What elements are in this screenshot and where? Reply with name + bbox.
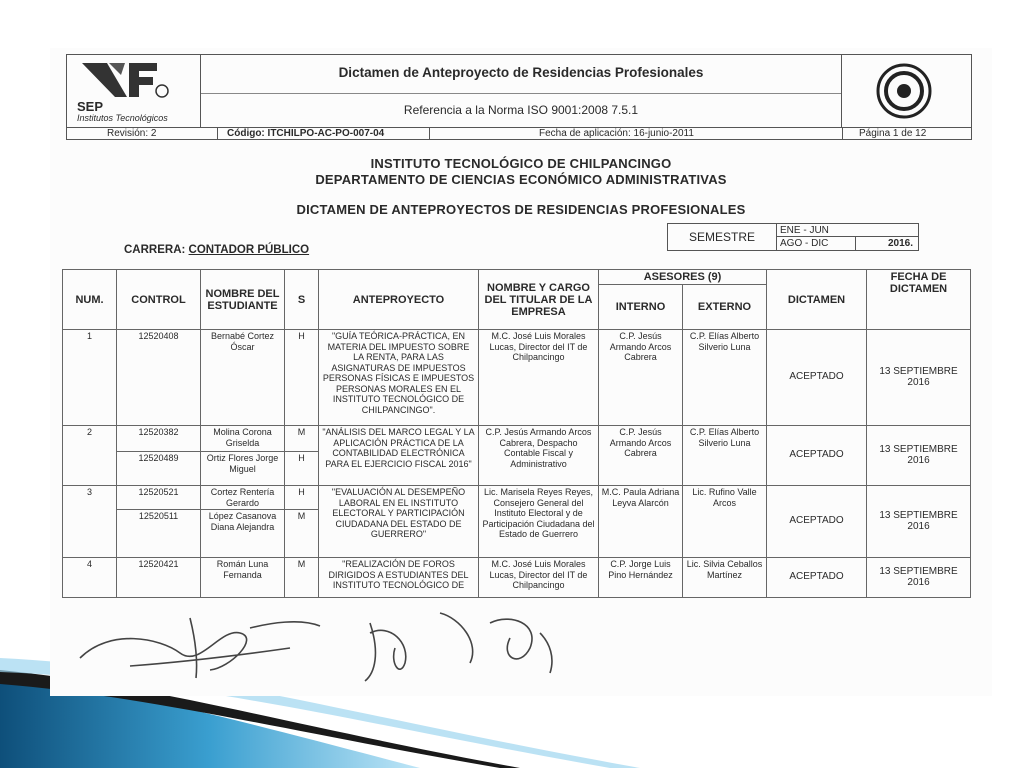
carrera-value: CONTADOR PÚBLICO	[188, 244, 310, 256]
cell-control: 12520489	[117, 452, 201, 486]
cell-empresa: M.C. José Luis Morales Lucas, Director del IT de Chilpancingo	[479, 558, 599, 598]
cell-dictamen: ACEPTADO	[767, 558, 867, 598]
th-nombre: NOMBRE DEL ESTUDIANTE	[201, 270, 285, 330]
cell-control: 12520382	[117, 426, 201, 452]
cell-num: 3	[63, 486, 117, 558]
form-title: Dictamen de Anteproyecto de Residencias Profesionales	[338, 65, 704, 80]
cell-externo: C.P. Elías Alberto Silverio Luna	[683, 330, 767, 426]
cell-externo: C.P. Elías Alberto Silverio Luna	[683, 426, 767, 486]
carrera	[124, 244, 309, 256]
cell-nombre: Román Luna Fernanda	[201, 558, 285, 598]
table-row	[63, 486, 971, 510]
table-row	[63, 558, 971, 598]
iso-reference: Referencia a la Norma ISO 9001:2008 7.5.1	[403, 103, 639, 117]
cell-dictamen: ACEPTADO	[767, 426, 867, 486]
cell-fecha: 13 SEPTIEMBRE 2016	[867, 426, 971, 486]
fecha-aplicacion: Fecha de aplicación: 16-junio-2011	[539, 128, 694, 139]
carrera-label: CARRERA:	[124, 244, 186, 256]
cell-control: 12520408	[117, 330, 201, 426]
codigo: Código: ITCHILPO-AC-PO-007-04	[227, 128, 385, 139]
department-name: DEPARTAMENTO DE CIENCIAS ECONÓMICO ADMINISTRATIVAS	[315, 172, 727, 187]
pagina: Página 1 de 12	[859, 128, 927, 139]
cell-fecha: 13 SEPTIEMBRE 2016	[867, 486, 971, 558]
semestre-period-1: ENE - JUN	[780, 225, 829, 236]
logo-sep-text: SEP	[77, 99, 104, 114]
table-row	[63, 426, 971, 452]
header-meta-row	[67, 127, 971, 140]
cell-s: H	[285, 330, 319, 426]
cell-anteproyecto: "EVALUACIÓN AL DESEMPEÑO LABORAL EN EL INSTITUTO ELECTORAL Y PARTICIPACIÓN CIUDADANA DEL ESTADO DE GUERRERO"	[319, 486, 479, 558]
signature-1	[70, 608, 330, 688]
th-dictamen: DICTAMEN	[767, 270, 867, 330]
cell-s: M	[285, 558, 319, 598]
sep-logo	[67, 55, 201, 127]
cell-anteproyecto: "REALIZACIÓN DE FOROS DIRIGIDOS A ESTUDIANTES DEL INSTITUTO TECNOLÓGICO DE	[319, 558, 479, 598]
cell-s: M	[285, 426, 319, 452]
cell-empresa: Lic. Marisela Reyes Reyes, Consejero General del Instituto Electoral y de Participación Ciudadana del Estado de Guerrero	[479, 486, 599, 558]
cell-nombre: Bernabé Cortez Óscar	[201, 330, 285, 426]
dictamen-table	[62, 269, 971, 598]
table-row	[63, 330, 971, 426]
semestre-period-2: AGO - DIC	[780, 238, 829, 249]
cell-interno: C.P. Jorge Luis Pino Hernández	[599, 558, 683, 598]
cell-control: 12520421	[117, 558, 201, 598]
form-header	[66, 54, 972, 140]
cell-empresa: C.P. Jesús Armando Arcos Cabrera, Despacho Contable Fiscal y Administrativo	[479, 426, 599, 486]
quality-seal	[842, 55, 970, 127]
cell-empresa: M.C. José Luis Morales Lucas, Director del IT de Chilpancingo	[479, 330, 599, 426]
cell-nombre: Molina Corona Griselda	[201, 426, 285, 452]
cell-nombre: Cortez Rentería Gerardo	[201, 486, 285, 510]
header-center	[201, 55, 842, 127]
th-anteproyecto: ANTEPROYECTO	[319, 270, 479, 330]
cell-control: 12520511	[117, 510, 201, 558]
revision: Revisión: 2	[107, 128, 157, 139]
th-interno: INTERNO	[599, 285, 683, 330]
th-s: S	[285, 270, 319, 330]
th-control: CONTROL	[117, 270, 201, 330]
seal-icon	[874, 61, 934, 121]
cell-num: 2	[63, 426, 117, 486]
cell-control: 12520521	[117, 486, 201, 510]
th-fecha: FECHA DE DICTAMEN	[867, 270, 971, 330]
cell-dictamen: ACEPTADO	[767, 330, 867, 426]
cell-fecha: 13 SEPTIEMBRE 2016	[867, 330, 971, 426]
logo-institutos-text: Institutos Tecnológicos	[77, 113, 168, 123]
signature-2	[350, 603, 590, 688]
th-asesores: ASESORES (9)	[599, 270, 767, 285]
th-num: NUM.	[63, 270, 117, 330]
semestre-label: SEMESTRE	[668, 224, 777, 250]
semestre-year: 2016.	[888, 238, 914, 249]
cell-nombre: López Casanova Diana Alejandra	[201, 510, 285, 558]
sep-logo-icon	[77, 57, 177, 101]
cell-num: 1	[63, 330, 117, 426]
cell-s: M	[285, 510, 319, 558]
semestre-box	[667, 223, 919, 251]
cell-fecha: 13 SEPTIEMBRE 2016	[867, 558, 971, 598]
cell-s: H	[285, 452, 319, 486]
cell-interno: C.P. Jesús Armando Arcos Cabrera	[599, 330, 683, 426]
cell-num: 4	[63, 558, 117, 598]
cell-anteproyecto: "GUÍA TEÓRICA-PRÁCTICA, EN MATERIA DEL IMPUESTO SOBRE LA RENTA, PARA LAS ASIGNATURAS DE IMPUESTOS PERSONAS FÍSICAS E IMPUESTOS PERSONAS MORALES EN EL INSTITUTO TECNOLÓGICO DE CHILPANCINGO".	[319, 330, 479, 426]
cell-interno: M.C. Paula Adriana Leyva Alarcón	[599, 486, 683, 558]
document-page	[50, 48, 992, 696]
institution-name: INSTITUTO TECNOLÓGICO DE CHILPANCINGO	[370, 156, 672, 171]
document-title: DICTAMEN DE ANTEPROYECTOS DE RESIDENCIAS PROFESIONALES	[296, 202, 746, 217]
cell-dictamen: ACEPTADO	[767, 486, 867, 558]
cell-interno: C.P. Jesús Armando Arcos Cabrera	[599, 426, 683, 486]
cell-nombre: Ortiz Flores Jorge Miguel	[201, 452, 285, 486]
th-externo: EXTERNO	[683, 285, 767, 330]
cell-s: H	[285, 486, 319, 510]
th-empresa: NOMBRE Y CARGO DEL TITULAR DE LA EMPRESA	[479, 270, 599, 330]
cell-externo: Lic. Rufino Valle Arcos	[683, 486, 767, 558]
cell-anteproyecto: "ANÁLISIS DEL MARCO LEGAL Y LA APLICACIÓN PRÁCTICA DE LA CONTABILIDAD ELECTRÓNICA PARA EL EJERCICIO FISCAL 2016"	[319, 426, 479, 486]
cell-externo: Lic. Silvia Ceballos Martínez	[683, 558, 767, 598]
